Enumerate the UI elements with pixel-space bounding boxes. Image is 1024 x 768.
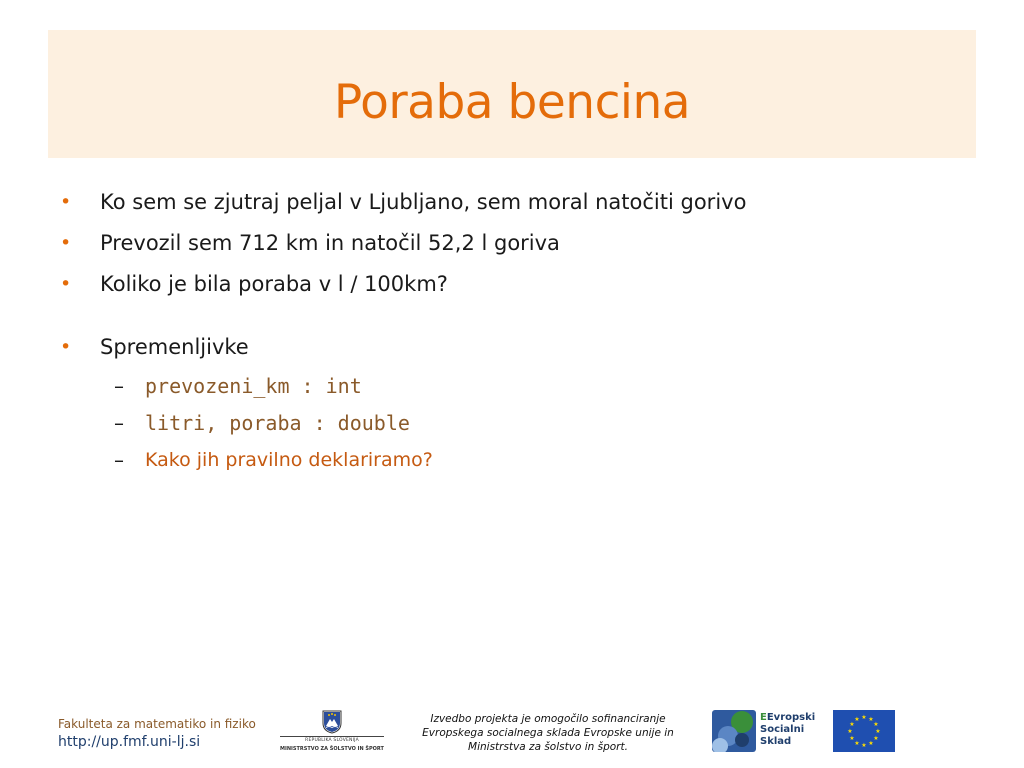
bullet-text: Ko sem se zjutraj peljal v Ljubljano, sem moral natočiti gorivo [100,190,747,214]
esf-line2: Socialni [760,724,805,735]
svg-text:★: ★ [868,716,874,723]
bullet-icon: • [60,232,72,254]
eu-flag-logo [833,710,895,752]
svg-text:★: ★ [847,728,853,735]
svg-text:★: ★ [849,735,855,742]
slide-content [58,182,958,479]
ministry-name: MINISTRSTVO ZA ŠOLSTVO IN ŠPORT [280,746,384,752]
title-band [48,30,976,158]
esf-line3: Sklad [760,736,792,747]
dash-icon: – [114,411,124,435]
bullet-item [58,223,958,264]
svg-text:★: ★ [873,735,879,742]
bullet-item [58,264,958,305]
bullet-text: Spremenljivke [100,335,249,359]
esf-logo [712,710,816,752]
funding-note: Izvedbo projekta je omogočilo sofinanciranje Evropskega socialnega sklada Evropske unije in Ministrstva za šolstvo in šport. [422,713,674,753]
bullet-item [58,327,958,368]
svg-text:★: ★ [854,716,860,723]
sub-item-text: Kako jih pravilno deklariramo? [145,449,433,471]
dash-icon: – [114,448,124,472]
bullet-icon: • [60,191,72,213]
dash-icon: – [114,374,124,398]
sub-item [58,405,958,442]
eu-stars-icon [833,710,895,752]
faculty-url-link[interactable]: http://up.fmf.uni-lj.si [58,734,201,750]
bullet-icon: • [60,273,72,295]
svg-text:★: ★ [861,742,867,749]
faculty-name: Fakulteta za matematiko in fiziko [58,717,256,731]
svg-text:★: ★ [849,721,855,728]
svg-text:★: ★ [868,740,874,747]
code-text: litri, poraba : double [145,411,410,435]
footer-faculty [58,716,256,752]
bullet-text: Koliko je bila poraba v l / 100km? [100,272,448,296]
bullet-item [58,182,958,223]
svg-text:★: ★ [854,740,860,747]
svg-text:★: ★ [875,728,881,735]
esf-line1: Evropski [766,712,816,723]
esf-text: EEvropski Socialni Sklad [760,712,816,747]
ministry-country: REPUBLIKA SLOVENIJA [305,738,359,743]
ministry-logo [280,710,384,754]
svg-text:★: ★ [861,714,867,721]
svg-text:★: ★ [873,721,879,728]
esf-emblem-icon [712,710,756,752]
coat-of-arms-icon [322,710,342,734]
sub-item [58,368,958,405]
slide-title: Poraba bencina [333,74,691,130]
sub-item [58,442,958,479]
bullet-text: Prevozil sem 712 km in natočil 52,2 l goriva [100,231,560,255]
bullet-icon: • [60,336,72,358]
code-text: prevozeni_km : int [145,374,362,398]
